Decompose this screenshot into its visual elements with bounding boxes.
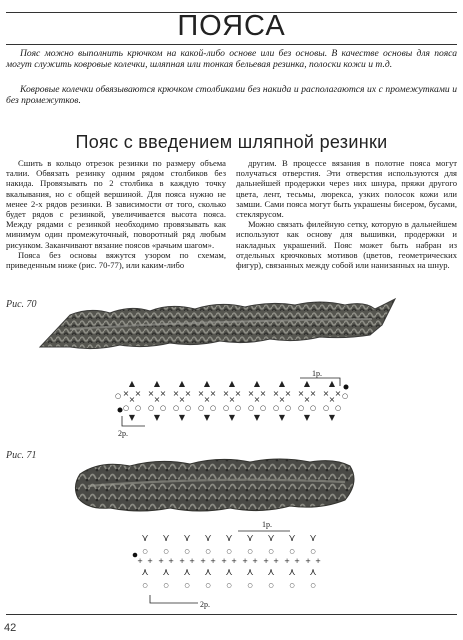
stitch-fan-icon: ⋎ [183,533,191,544]
stitch-chain-icon: ○ [184,404,192,412]
stitch-plus-icon: + [242,557,248,565]
figure-70-row-label-bottom: 2р. [118,429,128,438]
stitch-triangle-down-icon: ▼ [278,413,286,422]
stitch-cross-icon: × [203,395,211,404]
stitch-triangle-down-icon: ▼ [328,413,336,422]
stitch-cross-icon: × [247,389,255,398]
stitch-triangle-down-icon: ▼ [253,413,261,422]
stitch-fan-down-icon: ⋏ [267,567,275,578]
figure-70-caption: Рис. 70 [6,299,37,310]
left-paragraph-2: Пояса без основы вяжутся узором по схемам, приведенным ниже (рис. 70-77), или каким-либо [6,249,226,271]
stitch-fan-down-icon: ⋏ [141,567,149,578]
row-start-dot-icon [344,385,349,390]
stitch-plus-icon: + [168,557,174,565]
section-heading: Пояс с введением шляпной резинки [75,132,388,152]
stitch-cross-icon: × [184,389,192,398]
stitch-chain-icon: ○ [247,404,255,412]
figure-71-row-label-bottom: 2р. [200,600,210,609]
stitch-fan-down-icon: ⋏ [183,567,191,578]
stitch-cross-icon: × [334,389,342,398]
stitch-plus-icon: + [305,557,311,565]
stitch-cross-icon: × [297,389,305,398]
stitch-plus-icon: + [315,557,321,565]
stitch-fan-down-icon: ⋏ [225,567,233,578]
stitch-fan-icon: ⋎ [162,533,170,544]
stitch-chain-icon: ○ [268,582,274,589]
stitch-cross-icon: × [328,395,336,404]
stitch-chain-icon: ○ [310,548,316,555]
stitch-chain-icon: ○ [209,404,217,412]
stitch-chain-icon: ○ [134,404,142,412]
stitch-fan-icon: ⋎ [246,533,254,544]
stitch-plus-icon: + [147,557,153,565]
stitch-fan-icon: ⋎ [204,533,212,544]
stitch-plus-icon: + [252,557,258,565]
stitch-cross-icon: × [259,389,267,398]
stitch-cross-icon: × [178,395,186,404]
intro-paragraph-2: Ковровые колечки обвязываются крючком столбиками без накида и располагаются их с промежутками и без промежутков. [6,84,457,107]
stitch-triangle-down-icon: ▼ [228,413,236,422]
stitch-chain-icon: ○ [234,404,242,412]
stitch-cross-icon: × [134,389,142,398]
stitch-chain-icon: ○ [322,404,330,412]
stitch-plus-icon: + [200,557,206,565]
stitch-fan-down-icon: ⋏ [162,567,170,578]
stitch-fan-down-icon: ⋏ [246,567,254,578]
stitch-triangle-icon: ▲ [128,379,136,388]
stitch-cross-icon: × [234,389,242,398]
stitch-chain-icon: ○ [222,404,230,412]
stitch-triangle-icon: ▲ [153,379,161,388]
stitch-triangle-down-icon: ▼ [203,413,211,422]
stitch-chain-icon: ○ [247,582,253,589]
stitch-fan-down-icon: ⋏ [204,567,212,578]
stitch-triangle-icon: ▲ [253,379,261,388]
stitch-fan-icon: ⋎ [288,533,296,544]
row-2-arrow-icon [150,595,198,603]
stitch-chain-icon: ○ [226,548,232,555]
stitch-cross-icon: × [172,389,180,398]
stitch-cross-icon: × [278,395,286,404]
figure-70-diagram [0,360,463,440]
stitch-chain-icon: ○ [147,404,155,412]
stitch-chain-icon: ○ [272,404,280,412]
stitch-triangle-down-icon: ▼ [178,413,186,422]
figure-70-row-label-top: 1р. [312,369,322,378]
stitch-cross-icon: × [322,389,330,398]
row-end-dot-icon [133,553,138,558]
figure-71-caption: Рис. 71 [6,450,37,461]
stitch-plus-icon: + [294,557,300,565]
stitch-cross-icon: × [309,389,317,398]
stitch-fan-down-icon: ⋏ [309,567,317,578]
stitch-chain-icon: ○ [159,404,167,412]
stitch-fan-icon: ⋎ [225,533,233,544]
stitch-chain-icon: ○ [259,404,267,412]
stitch-chain-icon: ○ [289,582,295,589]
stitch-chain-icon: ○ [205,548,211,555]
page-number: 42 [4,622,17,634]
figure-71-photo [0,452,463,522]
stitch-chain-icon: ○ [142,548,148,555]
figure-71-diagram [0,515,463,610]
stitch-triangle-icon: ▲ [203,379,211,388]
stitch-plus-icon: + [273,557,279,565]
stitch-chain-icon: ○ [284,404,292,412]
stitch-cross-icon: × [303,395,311,404]
stitch-fan-icon: ⋎ [309,533,317,544]
stitch-chain-icon: ○ [341,392,349,400]
right-column [236,158,457,270]
stitch-plus-icon: + [231,557,237,565]
stitch-plus-icon: + [284,557,290,565]
stitch-chain-icon: ○ [205,582,211,589]
bottom-rule [6,614,457,615]
stitch-chain-icon: ○ [309,404,317,412]
stitch-fan-icon: ⋎ [141,533,149,544]
stitch-triangle-icon: ▲ [303,379,311,388]
stitch-cross-icon: × [228,395,236,404]
stitch-cross-icon: × [209,389,217,398]
row-end-dot-icon [118,408,123,413]
stitch-chain-icon: ○ [184,548,190,555]
stitch-plus-icon: + [263,557,269,565]
stitch-cross-icon: × [284,389,292,398]
stitch-chain-icon: ○ [310,582,316,589]
stitch-chain-icon: ○ [289,548,295,555]
stitch-fan-icon: ⋎ [267,533,275,544]
stitch-triangle-down-icon: ▼ [128,413,136,422]
stitch-chain-icon: ○ [172,404,180,412]
right-paragraph-2: Можно связать филейную сетку, которую в дальнейшем используют как основу для вышивки, продержки и накладных украшений. Пояс может быть набран из отдельных крючковых мотивов (цветов, геометрических фигур), связанных между собой или нанизанных на шнур. [236,219,457,271]
page-title: ПОЯСА [177,10,286,42]
stitch-chain-icon: ○ [297,404,305,412]
stitch-chain-icon: ○ [247,548,253,555]
figure-70-photo [0,295,463,365]
stitch-plus-icon: + [179,557,185,565]
intro-paragraph-1: Пояс можно выполнить крючком на какой-либо основе или без основы. В качестве основы для пояса могут служить ковровые колечки, шляпная или тонкая бельевая резинка, полоски кожи и т.д. [6,48,457,71]
stitch-triangle-down-icon: ▼ [303,413,311,422]
stitch-cross-icon: × [128,395,136,404]
stitch-cross-icon: × [122,389,130,398]
right-paragraph-1: другим. В процессе вязания в полотне пояса могут получаться отверстия. Эти отверстия используются для дальнейшей продержки через них шнура, пряжи другого цвета, лент, тесьмы, люрекса, узких полосок кожи или замши. Сами пояса могут быть украшены бисером, бусами, стеклярусом. [236,158,457,220]
stitch-chain-icon: ○ [268,548,274,555]
stitch-plus-icon: + [210,557,216,565]
stitch-chain-icon: ○ [122,404,130,412]
left-paragraph-1: Сшить в кольцо отрезок резинки по размеру объема талии. Обвязать резинку одним рядом столбиков без накида. Провязывать по 2 столбика в каждую точку вкалывания, но с общей вершиной. Для пояса нужно не менее 2-х рядов резинки. В зависимости от того, сколько будет рядов с резинкой, увеличивается высота пояса. Между рядами с резинкой необходимо провязывать как минимум один промежуточный, поворотный ряд любым рисунком. Заканчивают вязание поясов «рачьим шагом». [6,158,226,250]
stitch-cross-icon: × [253,395,261,404]
title-rule [6,44,457,45]
stitch-triangle-icon: ▲ [328,379,336,388]
stitch-chain-icon: ○ [334,404,342,412]
stitch-chain-icon: ○ [163,548,169,555]
stitch-cross-icon: × [272,389,280,398]
stitch-cross-icon: × [197,389,205,398]
stitch-cross-icon: × [159,389,167,398]
stitch-chain-icon: ○ [163,582,169,589]
stitch-chain-icon: ○ [114,392,122,400]
stitch-fan-down-icon: ⋏ [288,567,296,578]
figure-71-row-label-top: 1р. [262,520,272,529]
stitch-triangle-down-icon: ▼ [153,413,161,422]
stitch-triangle-icon: ▲ [228,379,236,388]
stitch-plus-icon: + [158,557,164,565]
stitch-triangle-icon: ▲ [178,379,186,388]
stitch-chain-icon: ○ [197,404,205,412]
stitch-triangle-icon: ▲ [278,379,286,388]
stitch-chain-icon: ○ [226,582,232,589]
stitch-plus-icon: + [137,557,143,565]
stitch-chain-icon: ○ [142,582,148,589]
stitch-plus-icon: + [189,557,195,565]
stitch-cross-icon: × [222,389,230,398]
stitch-cross-icon: × [147,389,155,398]
left-column [6,158,226,270]
stitch-plus-icon: + [221,557,227,565]
stitch-chain-icon: ○ [184,582,190,589]
stitch-cross-icon: × [153,395,161,404]
